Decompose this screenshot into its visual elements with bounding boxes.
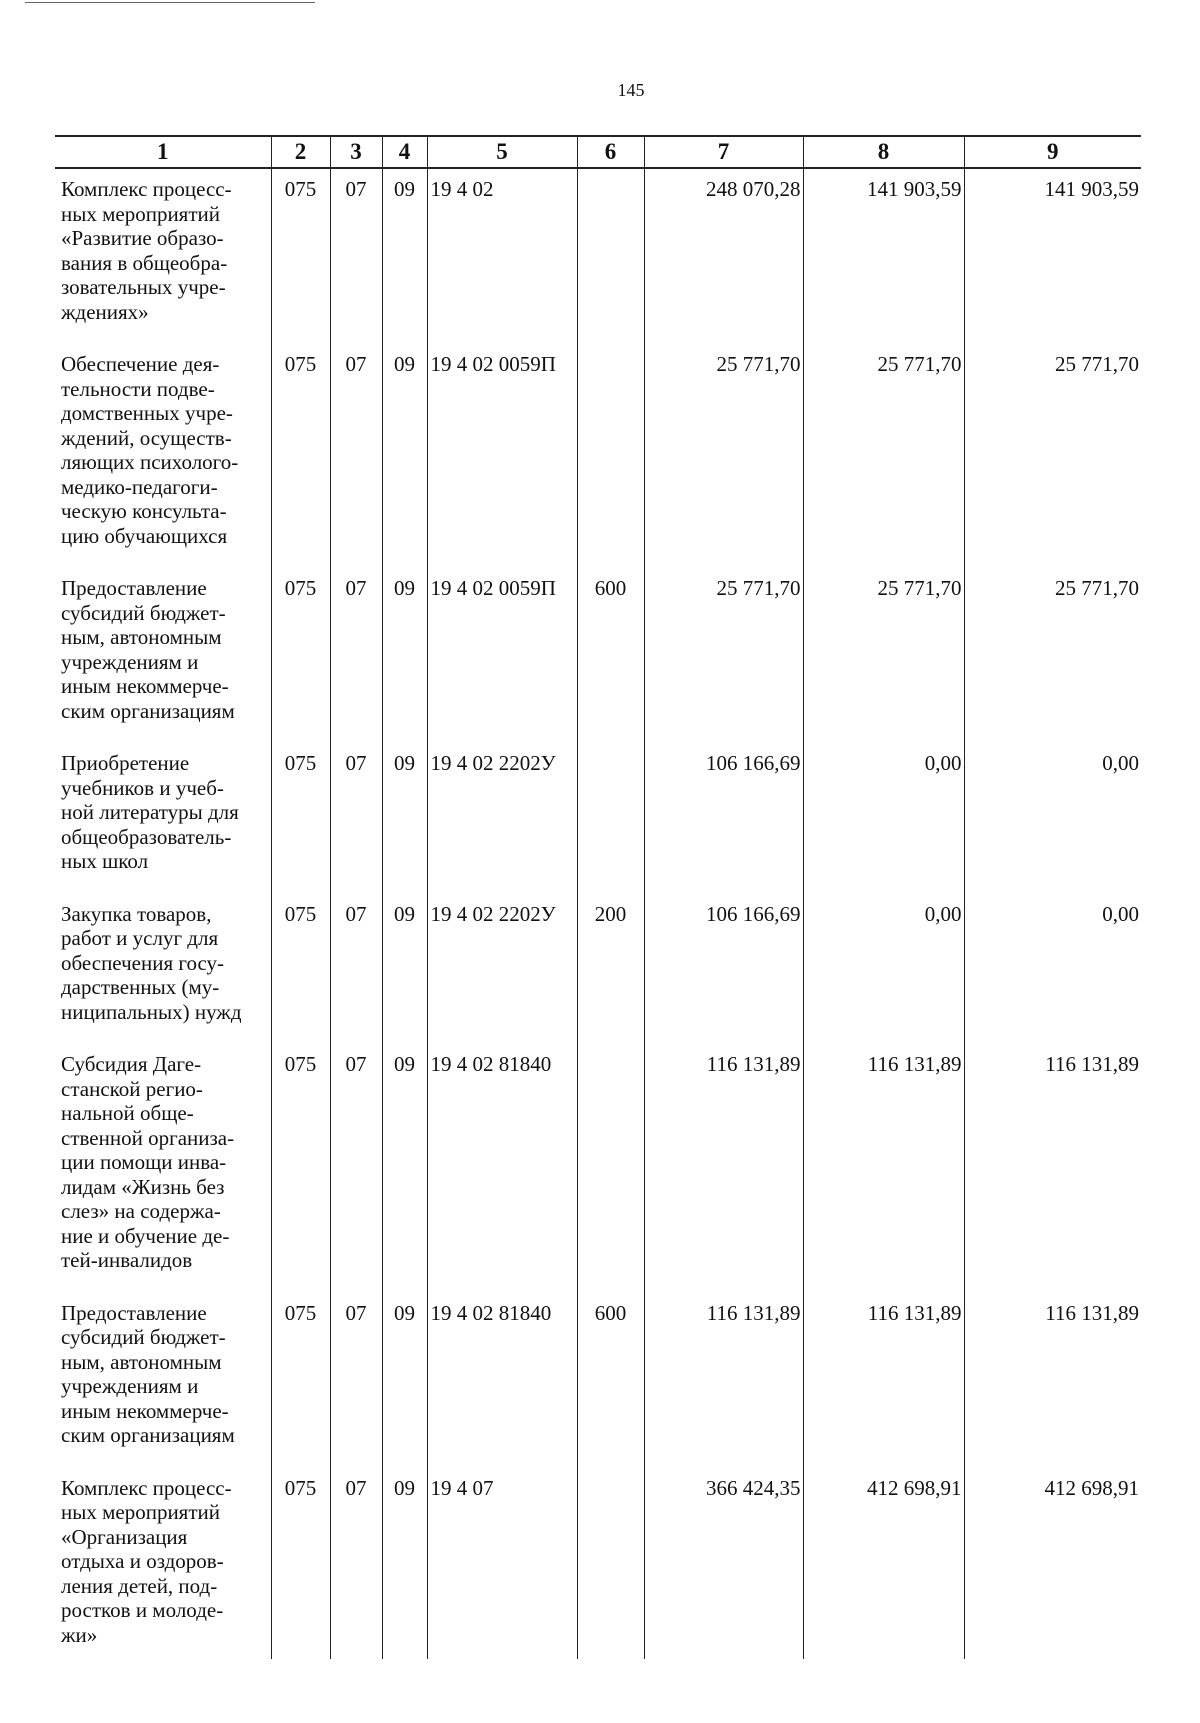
code-col-6: 200 [577,894,644,1045]
table-row [55,1044,1141,1293]
code-col-2: 075 [271,1468,330,1660]
amount-col-9: 25 771,70 [964,344,1141,568]
column-header: 4 [382,136,427,168]
column-header: 7 [644,136,803,168]
amount-col-7: 248 070,28 [644,168,803,344]
item-name: Обеспечение дея- тельности подве- домственных учре- ждений, осуществ- ляющих психолого- медико-педагоги- ческую консульта- цию обучающихся [61,352,239,548]
code-col-3: 07 [330,1044,382,1293]
item-name: Приобретение учебников и учеб- ной литературы для общеобразователь- ных школ [61,751,239,873]
amount-col-7: 106 166,69 [644,894,803,1045]
column-header: 1 [55,136,271,168]
table-row [55,743,1141,894]
code-col-3: 07 [330,568,382,743]
top-edge-rule [25,2,315,3]
item-name: Субсидия Даге- станской регио- нальной обще- ственной организа- ции помощи инва- лидам «Жизнь без слез» на содержа- ние и обучение де- тей-инвалидов [61,1052,235,1272]
column-header: 2 [271,136,330,168]
code-col-6 [577,168,644,344]
code-col-4: 09 [382,1468,427,1660]
amount-col-7: 25 771,70 [644,568,803,743]
code-col-4: 09 [382,344,427,568]
table-row [55,1293,1141,1468]
code-col-5: 19 4 02 81840 [427,1293,577,1468]
amount-col-7: 116 131,89 [644,1293,803,1468]
code-col-6 [577,1468,644,1660]
table-row [55,168,1141,344]
item-name: Комплекс процесс- ных мероприятий «Организация отдыха и оздоров- ления детей, под- ростков и молоде- жи» [61,1475,232,1647]
amount-col-9: 141 903,59 [964,168,1141,344]
code-col-4: 09 [382,743,427,894]
code-col-5: 19 4 07 [427,1468,577,1660]
table-row [55,568,1141,743]
code-col-2: 075 [271,344,330,568]
amount-col-8: 0,00 [803,894,964,1045]
code-col-4: 09 [382,1044,427,1293]
code-col-6 [577,344,644,568]
column-header: 5 [427,136,577,168]
code-col-6 [577,1044,644,1293]
amount-col-7: 25 771,70 [644,344,803,568]
code-col-3: 07 [330,1468,382,1660]
code-col-6 [577,743,644,894]
code-col-5: 19 4 02 0059П [427,568,577,743]
code-col-2: 075 [271,568,330,743]
column-header: 9 [964,136,1141,168]
column-header: 3 [330,136,382,168]
amount-col-8: 116 131,89 [803,1293,964,1468]
code-col-2: 075 [271,743,330,894]
budget-table [55,135,1141,1659]
code-col-3: 07 [330,743,382,894]
item-name: Предоставление субсидий бюджет- ным, автономным учреждениям и иным некоммерче- ским организациям [61,1300,235,1447]
code-col-5: 19 4 02 0059П [427,344,577,568]
code-col-4: 09 [382,568,427,743]
amount-col-8: 25 771,70 [803,568,964,743]
table-row [55,1468,1141,1660]
table-header-row [55,136,1141,168]
amount-col-8: 0,00 [803,743,964,894]
table-row [55,894,1141,1045]
amount-col-9: 0,00 [964,743,1141,894]
code-col-6: 600 [577,1293,644,1468]
code-col-4: 09 [382,1293,427,1468]
code-col-6: 600 [577,568,644,743]
amount-col-8: 412 698,91 [803,1468,964,1660]
column-header: 6 [577,136,644,168]
amount-col-9: 25 771,70 [964,568,1141,743]
amount-col-9: 116 131,89 [964,1044,1141,1293]
code-col-3: 07 [330,894,382,1045]
amount-col-9: 412 698,91 [964,1468,1141,1660]
amount-col-8: 116 131,89 [803,1044,964,1293]
amount-col-9: 116 131,89 [964,1293,1141,1468]
code-col-3: 07 [330,168,382,344]
code-col-2: 075 [271,1293,330,1468]
amount-col-8: 141 903,59 [803,168,964,344]
item-name: Предоставление субсидий бюджет- ным, автономным учреждениям и иным некоммерче- ским организациям [61,576,235,723]
amount-col-8: 25 771,70 [803,344,964,568]
item-name: Закупка товаров, работ и услуг для обеспечения госу- дарственных (му- ниципальных) нужд [61,901,242,1024]
column-header: 8 [803,136,964,168]
code-col-5: 19 4 02 2202У [427,894,577,1045]
table-row [55,344,1141,568]
amount-col-7: 366 424,35 [644,1468,803,1660]
amount-col-7: 116 131,89 [644,1044,803,1293]
amount-col-9: 0,00 [964,894,1141,1045]
amount-col-7: 106 166,69 [644,743,803,894]
page-number: 145 [617,80,645,100]
code-col-2: 075 [271,168,330,344]
code-col-4: 09 [382,168,427,344]
code-col-3: 07 [330,344,382,568]
code-col-4: 09 [382,894,427,1045]
code-col-5: 19 4 02 [427,168,577,344]
code-col-3: 07 [330,1293,382,1468]
item-name: Комплекс процесс- ных мероприятий «Развитие образо- вания в общеобра- зовательных учре- ждениях» [61,177,232,324]
code-col-5: 19 4 02 2202У [427,743,577,894]
code-col-2: 075 [271,1044,330,1293]
code-col-2: 075 [271,894,330,1045]
code-col-5: 19 4 02 81840 [427,1044,577,1293]
